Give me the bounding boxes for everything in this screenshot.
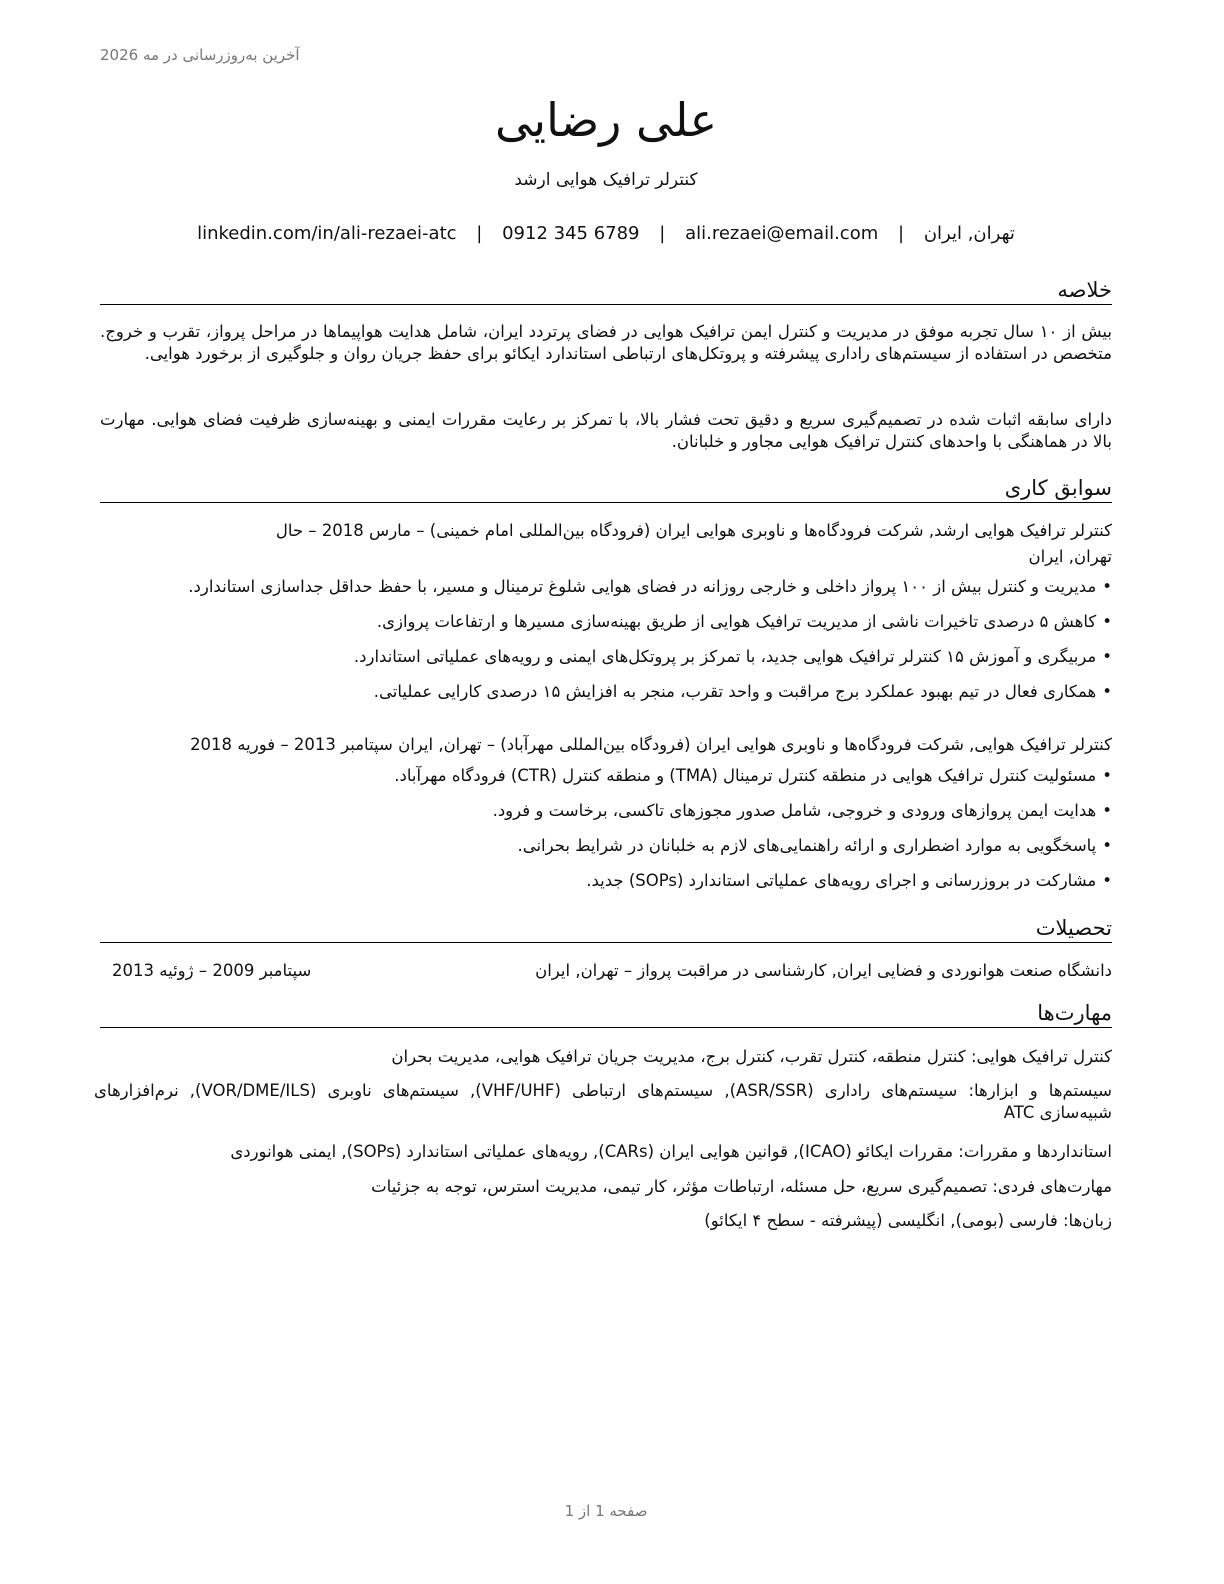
job-bullet: •مربیگری و آموزش ۱۵ کنترلر ترافیک هوایی جدید، با تمرکز بر پروتکل‌های ایمنی و رویه‌های عملیاتی استاندارد. <box>353 647 1112 666</box>
job-bullet: •مسئولیت کنترل ترافیک هوایی در منطقه کنترل ترمینال (TMA) و منطقه کنترل (CTR) فرودگاه مهرآباد. <box>394 766 1112 785</box>
summary-paragraph: دارای سابقه اثبات شده در تصمیم‌گیری سریع و دقیق تحت فشار بالا، با تمرکز بر رعایت مقررات ایمنی و بهینه‌سازی ظرفیت فضای هوایی. مهارت بالا در هماهنگی با واحدهای کنترل ترافیک هوایی مجاور و خلبانان. <box>100 410 1112 451</box>
resume-page <box>94 0 1112 1584</box>
skill-item: کنترل ترافیک هوایی: کنترل منطقه، کنترل تقرب، کنترل برج، مدیریت جریان ترافیک هوایی، مدیریت بحران <box>391 1047 1112 1066</box>
last-updated-note: آخرین به‌روزرسانی در مه 2026 <box>100 46 300 64</box>
education-dates: سپتامبر 2009 – ژوئیه 2013 <box>112 961 312 980</box>
job-location: تهران, ایران <box>1028 547 1112 566</box>
contact-email[interactable]: ali.rezaei@email.com <box>685 223 879 244</box>
page-number: صفحه 1 از 1 <box>564 1502 648 1520</box>
job-bullet: •مدیریت و کنترل بیش از ۱۰۰ پرواز داخلی و خارجی روزانه در فضای هوایی شلوغ ترمینال و مسیر، با حفظ حداقل جداسازی استاندارد. <box>188 577 1112 596</box>
education-heading: تحصیلات <box>100 914 1112 943</box>
skills-heading: مهارت‌ها <box>100 999 1112 1028</box>
summary-heading: خلاصه <box>100 276 1112 305</box>
skill-item: زبان‌ها: فارسی (بومی), انگلیسی (پیشرفته - سطح ۴ ایکائو) <box>704 1211 1112 1230</box>
job-bullet: •پاسخگویی به موارد اضطراری و ارائه راهنمایی‌های لازم به خلبانان در شرایط بحرانی. <box>517 836 1112 855</box>
contact-location: تهران, ایران <box>923 223 1015 244</box>
education-degree: دانشگاه صنعت هوانوردی و فضایی ایران, کارشناسی در مراقبت پرواز – تهران, ایران <box>535 961 1112 980</box>
job-bullet: •هدایت ایمن پروازهای ورودی و خروجی، شامل صدور مجوزهای تاکسی، برخاست و فرود. <box>492 801 1112 820</box>
job-title: کنترلر ترافیک هوایی ارشد <box>514 170 698 190</box>
summary-paragraph: بیش از ۱۰ سال تجربه موفق در مدیریت و کنترل ایمن ترافیک هوایی در فضای پرتردد ایران، شامل هدایت هواپیماها در مراحل پرواز، تقرب و خروج. متخصص در استفاده از سیستم‌های راداری پیشرفته و پروتکل‌های ارتباطی استاندارد ایکائو برای حفظ جریان روان و جلوگیری از برخورد هوایی. <box>100 322 1112 363</box>
job-bullet: •کاهش ۵ درصدی تاخیرات ناشی از مدیریت ترافیک هوایی از طریق بهینه‌سازی مسیرها و ارتفاعات پروازی. <box>376 612 1112 631</box>
skill-item: مهارت‌های فردی: تصمیم‌گیری سریع، حل مسئله، ارتباطات مؤثر، کار تیمی، مدیریت استرس، توجه به جزئیات <box>371 1177 1112 1196</box>
skill-item: استانداردها و مقررات: مقررات ایکائو (ICAO), قوانین هوایی ایران (CARs), رویه‌های عملیاتی استاندارد (SOPs), ایمنی هوانوردی <box>230 1142 1112 1161</box>
job-header: کنترلر ترافیک هوایی ارشد, شرکت فرودگاه‌ها و ناوبری هوایی ایران (فرودگاه بین‌المللی امام خمینی) – مارس 2018 – حال <box>275 521 1112 540</box>
contact-separator: | <box>476 223 483 244</box>
contact-line <box>100 223 1112 244</box>
contact-separator: | <box>659 223 666 244</box>
person-name: علی رضایی <box>494 93 718 147</box>
experience-heading: سوابق کاری <box>100 474 1112 503</box>
job-header: کنترلر ترافیک هوایی, شرکت فرودگاه‌ها و ناوبری هوایی ایران (فرودگاه بین‌المللی مهرآباد) – تهران, ایران سپتامبر 2013 – فوریه 2018 <box>190 735 1112 754</box>
skill-item: سیستم‌ها و ابزارها: سیستم‌های راداری (ASR/SSR), سیستم‌های ارتباطی (VHF/UHF), سیستم‌های ناوبری (VOR/DME/ILS), نرم‌افزارهای شبیه‌سازی ATC <box>94 1081 1112 1122</box>
contact-separator: | <box>898 223 905 244</box>
contact-linkedin[interactable]: linkedin.com/in/ali-rezaei-atc <box>197 223 457 244</box>
job-bullet: •همکاری فعال در تیم بهبود عملکرد برج مراقبت و واحد تقرب، منجر به افزایش ۱۵ درصدی کارایی عملیاتی. <box>373 682 1112 701</box>
job-bullet: •مشارکت در بروزرسانی و اجرای رویه‌های عملیاتی استاندارد (SOPs) جدید. <box>586 871 1112 890</box>
contact-phone: 0912 345 6789 <box>502 223 640 244</box>
